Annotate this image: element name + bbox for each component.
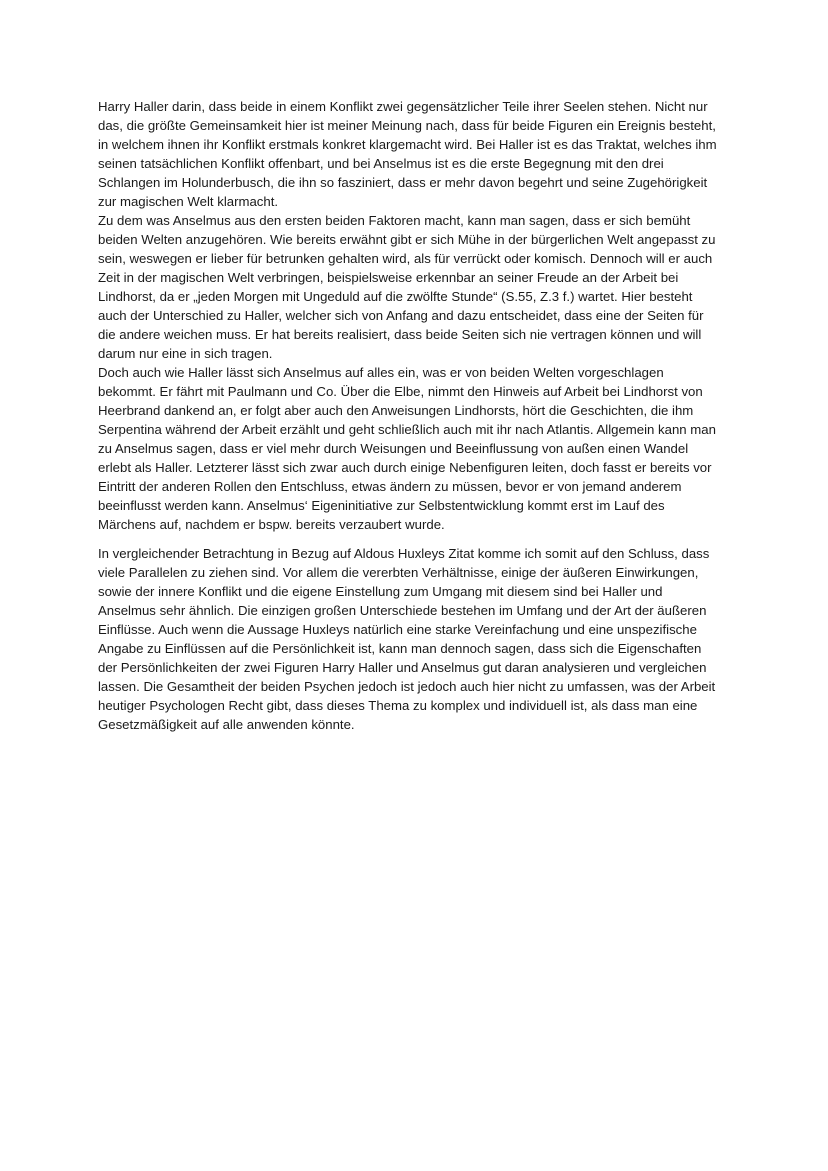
paragraph-4: In vergleichender Betrachtung in Bezug auf Aldous Huxleys Zitat komme ich somit auf den Schluss, dass viele Parallelen zu ziehen sind. Vor allem die vererbten Verhältnisse, einige der äußeren Einwirkungen, sowie der innere Konflikt und die eigene Einstellung zum Umgang mit diesem sind bei Haller und Anselmus sehr ähnlich. Die einzigen großen Unterschiede bestehen im Umfang und der Art der äußeren Einflüsse. Auch wenn die Aussage Huxleys natürlich eine starke Vereinfachung und eine unspezifische Angabe zu Einflüssen auf die Persönlichkeit ist, kann man dennoch sagen, dass sich die Eigenschaften der Persönlichkeiten der zwei Figuren Harry Haller und Anselmus gut daran analysieren und vergleichen lassen. Die Gesamtheit der beiden Psychen jedoch ist jedoch auch hier nicht zu umfassen, was der Arbeit heutiger Psychologen Recht gibt, dass dieses Thema zu komplex und individuell ist, als dass man eine Gesetzmäßigkeit auf alle anwenden könnte. (98, 546, 716, 732)
paragraph-spacer (98, 534, 718, 544)
body-text (98, 97, 718, 734)
paragraph-2: Zu dem was Anselmus aus den ersten beiden Faktoren macht, kann man sagen, dass er sich bemüht beiden Welten anzugehören. Wie bereits erwähnt gibt er sich Mühe in der bürgerlichen Welt angepasst zu sein, weswegen er lieber für betrunken gehalten wird, als für verrückt oder komisch. Dennoch will er auch Zeit in der magischen Welt verbringen, beispielsweise erkennbar an seiner Freude an der Arbeit bei Lindhorst, da er „jeden Morgen mit Ungeduld auf die zwölfte Stunde“ (S.55, Z.3 f.) wartet. Hier besteht auch der Unterschied zu Haller, welcher sich von Anfang and dazu entscheidet, dass eine der Seiten für die andere weichen muss. Er hat bereits realisiert, dass beide Seiten sich nie vertragen können und will darum nur eine in sich tragen. (98, 213, 716, 361)
paragraph-1: Harry Haller darin, dass beide in einem Konflikt zwei gegensätzlicher Teile ihrer Seelen stehen. Nicht nur das, die größte Gemeinsamkeit hier ist meiner Meinung nach, dass für beide Figuren ein Ereignis besteht, in welchem ihnen ihr Konflikt erstmals konkret klargemacht wird. Bei Haller ist es das Traktat, welches ihm seinen tatsächlichen Konflikt offenbart, und bei Anselmus ist es die erste Begegnung mit den drei Schlangen im Holunderbusch, die ihn so fasziniert, dass er mehr davon begehrt und seine Zugehörigkeit zur magischen Welt klarmacht. (98, 99, 717, 209)
paragraph-3: Doch auch wie Haller lässt sich Anselmus auf alles ein, was er von beiden Welten vorgeschlagen bekommt. Er fährt mit Paulmann und Co. Über die Elbe, nimmt den Hinweis auf Arbeit bei Lindhorst von Heerbrand dankend an, er folgt aber auch den Anweisungen Lindhorsts, hört die Geschichten, die ihm Serpentina während der Arbeit erzählt und geht schließlich auch mit ihr nach Atlantis. Allgemein kann man zu Anselmus sagen, dass er viel mehr durch Weisungen und Beeinflussung von außen einen Wandel erlebt als Haller. Letzterer lässt sich zwar auch durch einige Nebenfiguren leiten, doch fasst er bereits vor Eintritt der anderen Rollen den Entschluss, etwas ändern zu müssen, bevor er von jemand anderem beeinflusst werden kann. Anselmus‘ Eigeninitiative zur Selbstentwicklung kommt erst im Lauf des Märchens auf, nachdem er bspw. bereits verzaubert wurde. (98, 365, 716, 532)
